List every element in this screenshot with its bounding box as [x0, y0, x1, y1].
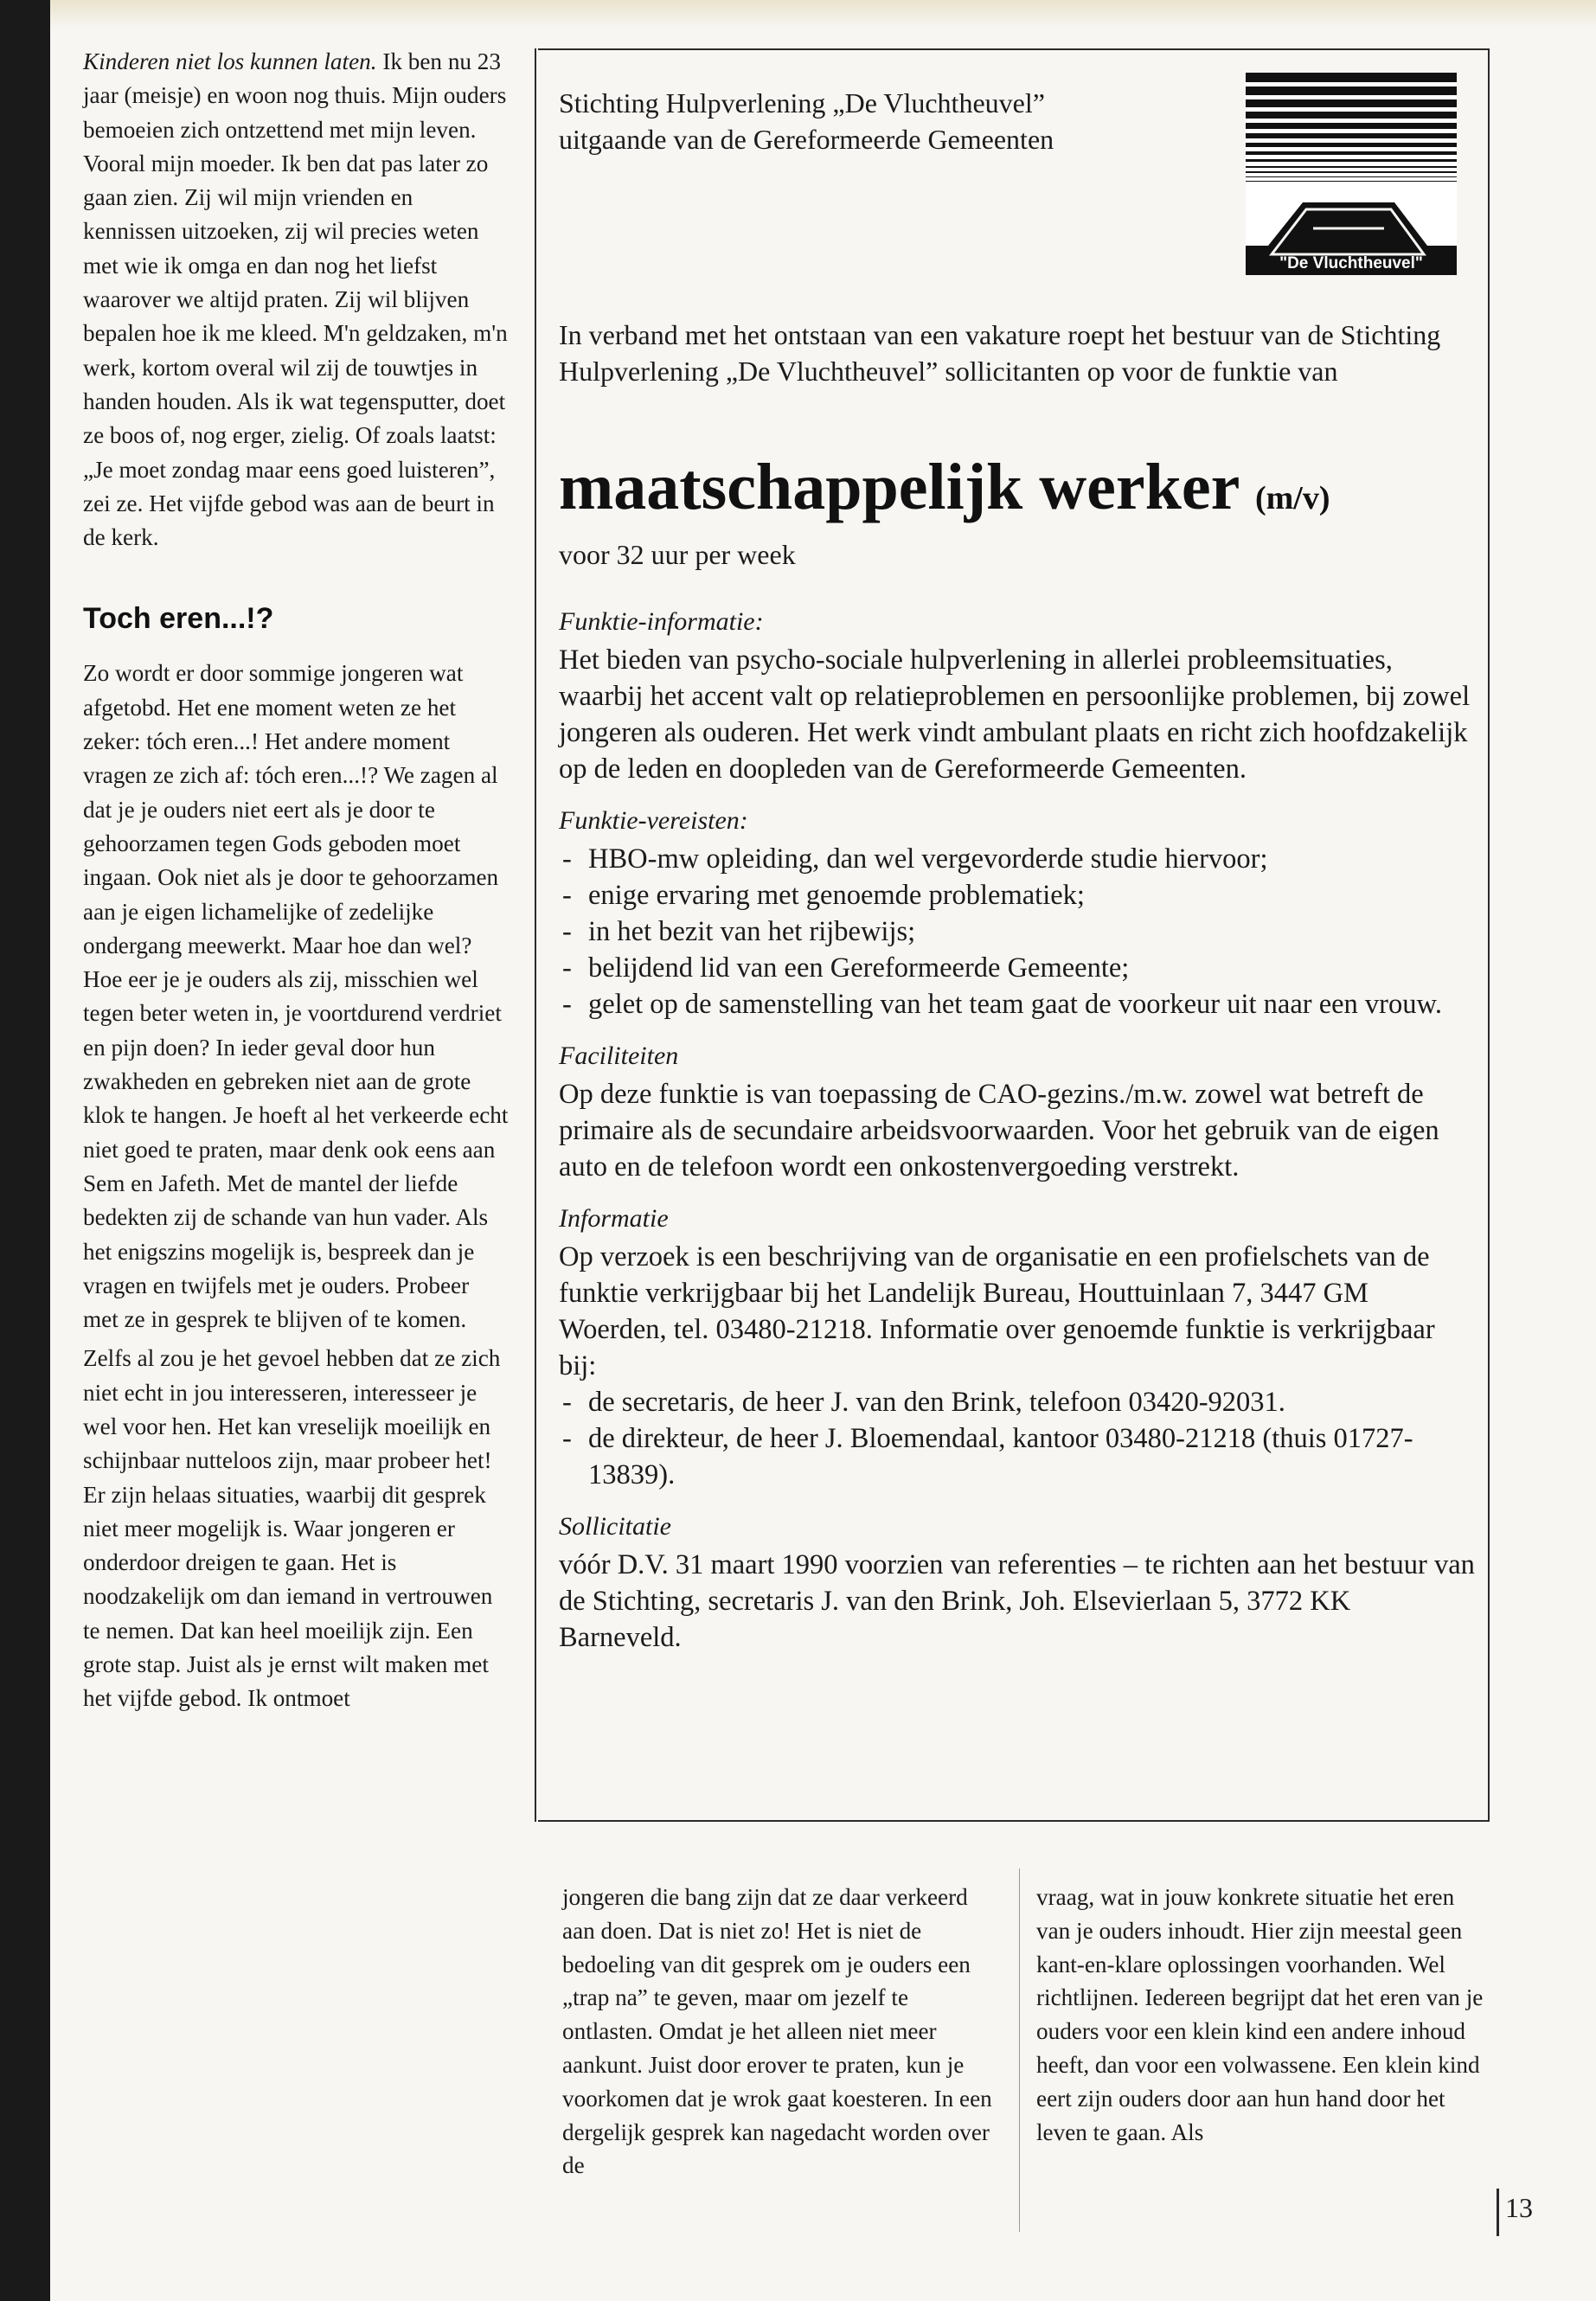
- section-funktie-vereisten: [559, 803, 1476, 1022]
- ad-sections: [559, 604, 1476, 1671]
- funktie-informatie-heading: Funktie-informatie:: [559, 607, 764, 636]
- paragraph-toch-eren: Zo wordt er door sommige jongeren wat afgetobd. Het ene moment weten ze het zeker: tóch eren...! Het andere moment vragen ze zich af: tóch eren...!? We zagen al dat je je ouders niet eert als je door te gehoorzamen tegen Gods geboden moet ingaan. Ook niet als je door te gehoorzamen aan je eigen lichamelijke of zedelijke ondergang meewerkt. Maar hoe dan wel? Hoe eer je je ouders als zij, misschien wel tegen beter weten in, je voortdurend verdriet en pijn doen? In ieder geval door hun zwakheden en gebreken niet aan de grote klok te hangen. Je hoeft al het verkeerde echt niet goed te praten, maar denk ook eens aan Sem en Jafeth. Met de mantel der liefde bedekten zij de schande van hun vader. Als het enigszins mogelijk is, bespreek dan je vragen en twijfels met je ouders. Probeer met ze in gesprek te blijven of te komen.: [83, 660, 509, 1333]
- scan-left-edge: [0, 0, 50, 2301]
- bottom-right-column: vraag, wat in jouw konkrete situatie het eren van je ouders inhoudt. Hier zijn meestal geen kant-en-klare oplossingen voorhanden. Wel richtlijnen. Iedereen begrijpt dat het eren van je ouders voor een klein kind een andere inhoud heeft, dan voor een volwassene. Een klein kind eert zijn ouders door aan hun hand door het leven te gaan. Als: [1036, 1884, 1484, 2145]
- left-article-column: [83, 45, 509, 1716]
- ad-border-left: [535, 48, 536, 1822]
- vluchtheuvel-logo-graphic: [1246, 73, 1457, 275]
- list-item: - de direkteur, de heer J. Bloemendaal, kantoor 03480-21218 (thuis 01727-13839).: [559, 1420, 1476, 1493]
- ad-org-line-1: Stichting Hulpverlening „De Vluchtheuvel”: [559, 87, 1045, 119]
- funktie-vereisten-list: [559, 841, 1476, 1022]
- ad-job-title-text: maatschappelijk werker: [559, 451, 1239, 523]
- page-number: 13: [1505, 2192, 1533, 2223]
- paragraph-zelfs: Zelfs al zou je het gevoel hebben dat ze zich niet echt in jou interesseren, interesseer je wel voor hen. Het kan vreselijk moeilijk en schijnbaar nutteloos zijn, maar probeer het! Er zijn helaas situaties, waarbij dit gesprek niet meer mogelijk is. Waar jongeren er onderdoor dreigen te gaan. Het is noodzakelijk om dan iemand in vertrouwen te nemen. Dat kan heel moeilijk zijn. Een grote stap. Juist als je ernst wilt maken met het vijfde gebod. Ik ontmoet: [83, 1345, 501, 1712]
- ad-job-title-suffix: (m/v): [1254, 480, 1330, 516]
- section-faciliteiten: [559, 1038, 1476, 1185]
- funktie-informatie-text: Het bieden van psycho-sociale hulpverlening in allerlei probleemsituaties, waarbij het accent valt op relatieproblemen en persoonlijke problemen, bij zowel jongeren als ouderen. Het werk vindt ambulant plaats en richt zich hoofdzakelijk op de leden en doopleden van de Gereformeerde Gemeenten.: [559, 644, 1471, 785]
- paragraph-intro: [83, 45, 509, 554]
- bottom-middle-column: jongeren die bang zijn dat ze daar verkeerd aan doen. Dat is niet zo! Het is niet de bedoeling van dit gesprek om je ouders een „trap na” te geven, maar om jezelf te ontlasten. Omdat je het alleen niet meer aankunt. Juist door erover te praten, kun je voorkomen dat je wrok gaat koesteren. In een dergelijk gesprek kan nagedacht worden over de: [562, 1884, 992, 2179]
- page-number-rule: [1497, 2189, 1499, 2236]
- funktie-vereisten-heading: Funktie-vereisten:: [559, 806, 748, 835]
- ad-organization: [559, 85, 1216, 157]
- informatie-heading: Informatie: [559, 1204, 669, 1233]
- list-item: - gelet op de samenstelling van het team gaat de voorkeur uit naar een vrouw.: [559, 986, 1476, 1022]
- intro-text: Ik ben nu 23 jaar (meisje) en woon nog thuis. Mijn ouders bemoeien zich ontzettend met mijn leven. Vooral mijn moeder. Ik ben dat pas later zo gaan zien. Zij wil mijn vrienden en kennissen uitzoeken, zij wil precies weten met wie ik omga en dan nog het liefst waarover we altijd praten. Zij wil blijven bepalen hoe ik me kleed. M'n geldzaken, m'n werk, kortom overal wil zij de touwtjes in handen houden. Als ik wat tegensputter, doet ze boos of, nog erger, zielig. Of zoals laatst: „Je moet zondag maar eens goed luisteren”, zei ze. Het vijfde gebod was aan de beurt in de kerk.: [83, 48, 508, 551]
- ad-job-title: [559, 448, 1476, 537]
- faciliteiten-heading: Faciliteiten: [559, 1042, 679, 1070]
- section-sollicitatie: [559, 1509, 1476, 1656]
- logo-caption: "De Vluchtheuvel": [1279, 254, 1423, 272]
- ad-hours: voor 32 uur per week: [559, 539, 796, 570]
- job-advertisement: [538, 48, 1490, 1822]
- section-heading-toch-eren: Toch eren...!?: [83, 602, 274, 636]
- section-funktie-informatie: [559, 604, 1476, 787]
- column-divider: [1019, 1868, 1020, 2232]
- vluchtheuvel-logo: [1246, 73, 1457, 275]
- ad-intro: In verband met het ontstaan van een vakature roept het bestuur van de Stichting Hulpverlening „De Vluchtheuvel” sollicitanten op voor de funktie van: [559, 319, 1441, 387]
- list-item: - belijdend lid van een Gereformeerde Gemeente;: [559, 950, 1476, 986]
- informatie-contacts: [559, 1384, 1476, 1493]
- scan-top-edge: [0, 0, 1596, 29]
- intro-lead-italic: Kinderen niet los kunnen laten.: [83, 48, 377, 74]
- list-item: - in het bezit van het rijbewijs;: [559, 913, 1476, 950]
- sollicitatie-text: vóór D.V. 31 maart 1990 voorzien van referenties – te richten aan het bestuur van de Stichting, secretaris J. van den Brink, Joh. Elsevierlaan 5, 3772 KK Barneveld.: [559, 1549, 1475, 1653]
- sollicitatie-heading: Sollicitatie: [559, 1512, 671, 1541]
- section-informatie: [559, 1201, 1476, 1493]
- faciliteiten-text: Op deze funktie is van toepassing de CAO-gezins./m.w. zowel wat betreft de primaire als de secundaire arbeidsvoorwaarden. Voor het gebruik van de eigen auto en de telefoon wordt een onkostenvergoeding verstrekt.: [559, 1079, 1439, 1183]
- list-item: - enige ervaring met genoemde problematiek;: [559, 877, 1476, 913]
- informatie-text: Op verzoek is een beschrijving van de organisatie en een profielschets van de funktie verkrijgbaar bij het Landelijk Bureau, Houttuinlaan 7, 3447 GM Woerden, tel. 03480-21218. Informatie over genoemde funktie is verkrijgbaar bij:: [559, 1241, 1435, 1381]
- ad-org-line-2: uitgaande van de Gereformeerde Gemeenten: [559, 124, 1054, 155]
- list-item: - HBO-mw opleiding, dan wel vergevorderde studie hiervoor;: [559, 841, 1476, 877]
- list-item: - de secretaris, de heer J. van den Brink, telefoon 03420-92031.: [559, 1384, 1476, 1420]
